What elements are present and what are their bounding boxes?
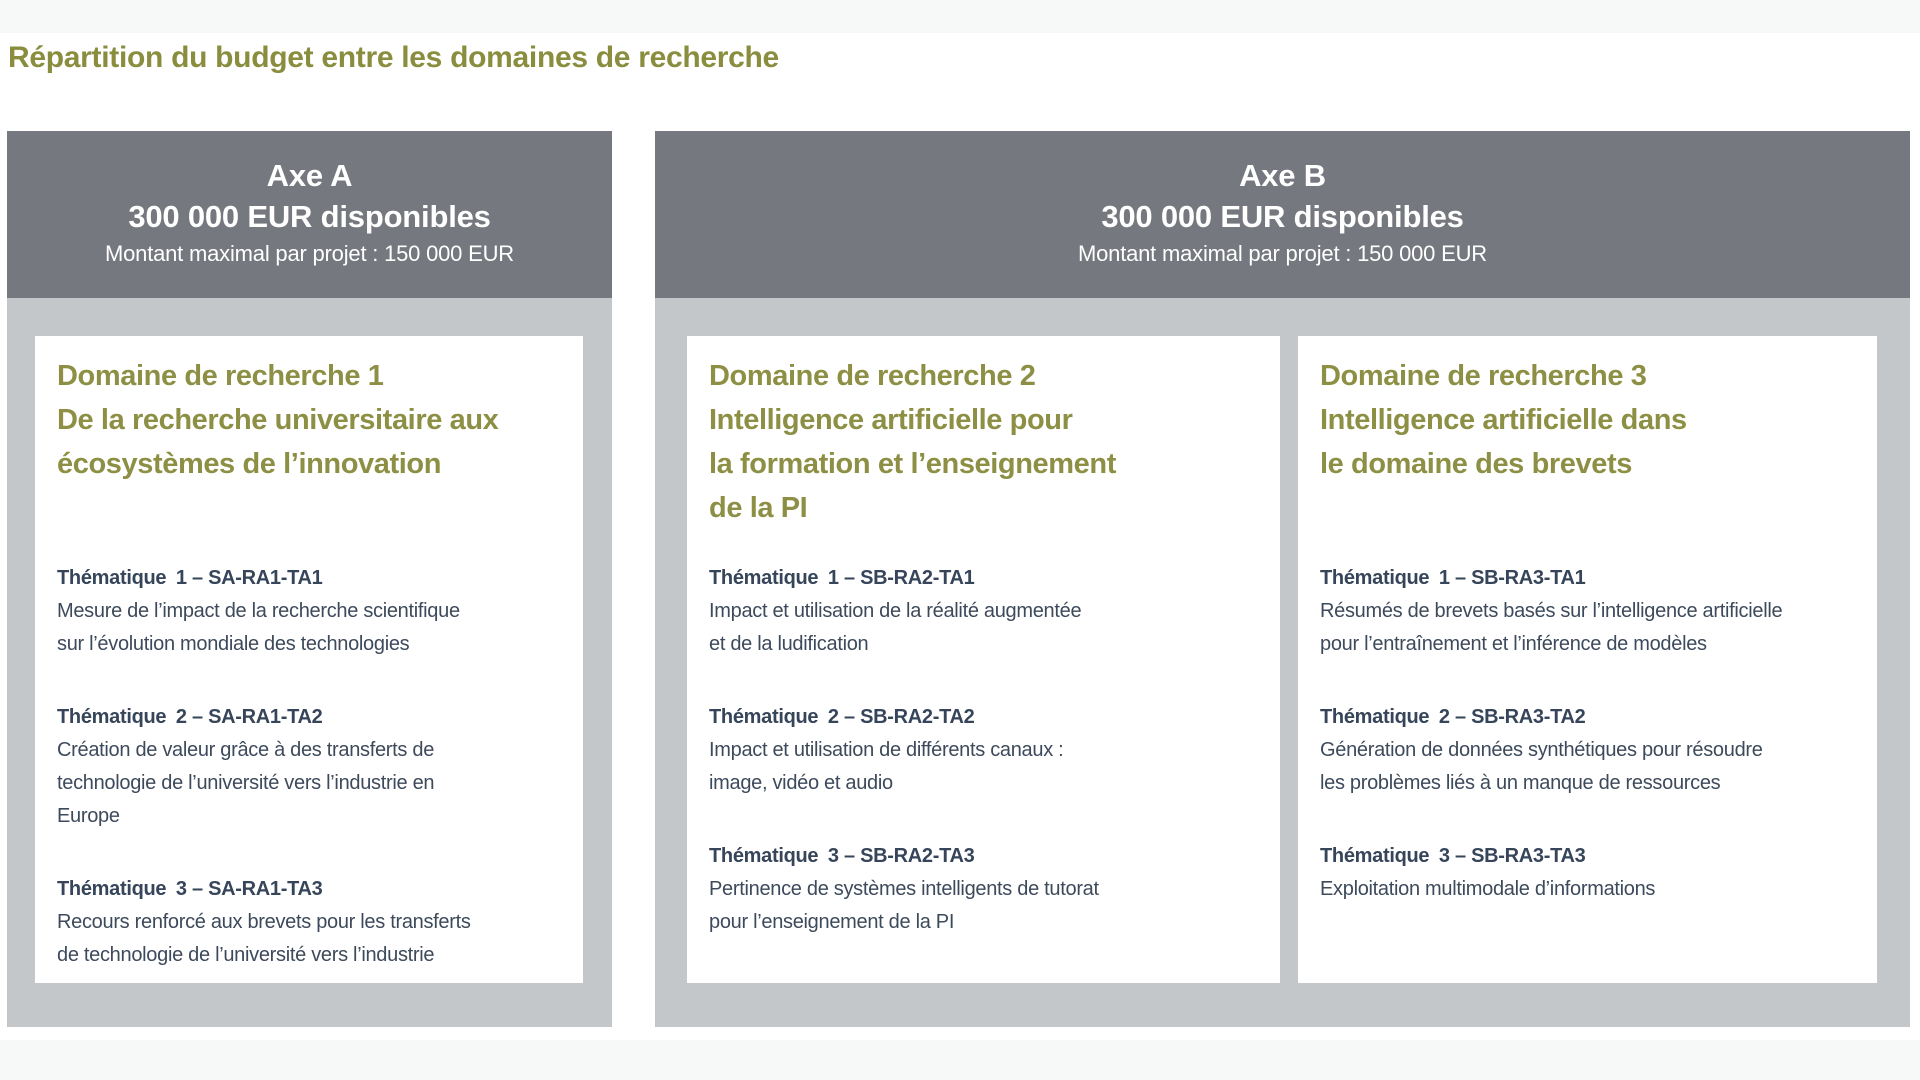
thematique-body: Génération de données synthétiques pour résoudre les problèmes liés à un manque de ressources bbox=[1320, 739, 1763, 794]
bottom-background-strip bbox=[0, 1040, 1920, 1080]
thematique-body: Mesure de l’impact de la recherche scientifique sur l’évolution mondiale des technologies bbox=[57, 600, 460, 655]
thematique-body: Résumés de brevets basés sur l’intelligence artificielle pour l’entraînement et l’inférence de modèles bbox=[1320, 600, 1783, 655]
panel-axe-a-header bbox=[7, 131, 612, 298]
thematique-heading: Thématique 1 – SA-RA1-TA1 bbox=[57, 567, 323, 589]
thematique-body: Impact et utilisation de la réalité augmentée et de la ludification bbox=[709, 600, 1082, 655]
axe-a-available-budget: 300 000 EUR disponibles bbox=[128, 199, 491, 234]
thematique-heading: Thématique 3 – SA-RA1-TA3 bbox=[57, 878, 323, 900]
axe-a-name: Axe A bbox=[266, 158, 353, 193]
axe-b-name: Axe B bbox=[1239, 158, 1326, 193]
domain-2-title: Domaine de recherche 2 Intelligence artificielle pour la formation et l’enseignement de la PI bbox=[709, 360, 1116, 524]
page-title: Répartition du budget entre les domaines de recherche bbox=[8, 41, 779, 74]
thematique-body: Exploitation multimodale d’informations bbox=[1320, 878, 1656, 900]
domain-1-title: Domaine de recherche 1 De la recherche universitaire aux écosystèmes de l’innovation bbox=[57, 360, 499, 480]
domain-2-thematique-2 bbox=[709, 701, 1256, 800]
axe-b-available-budget: 300 000 EUR disponibles bbox=[1101, 199, 1464, 234]
panel-axe-b-header bbox=[655, 131, 1910, 298]
thematique-heading: Thématique 1 – SB-RA3-TA1 bbox=[1320, 567, 1586, 589]
thematique-heading: Thématique 2 – SB-RA3-TA2 bbox=[1320, 706, 1586, 728]
domain-3-thematique-2 bbox=[1320, 701, 1853, 800]
domain-1-thematique-2 bbox=[57, 701, 559, 833]
thematique-body: Création de valeur grâce à des transferts de technologie de l’université vers l’industrie en Europe bbox=[57, 739, 435, 827]
thematique-heading: Thématique 3 – SB-RA2-TA3 bbox=[709, 845, 975, 867]
card-research-domain-2 bbox=[687, 336, 1280, 983]
thematique-heading: Thématique 2 – SA-RA1-TA2 bbox=[57, 706, 323, 728]
card-research-domain-3 bbox=[1298, 336, 1877, 983]
thematique-heading: Thématique 2 – SB-RA2-TA2 bbox=[709, 706, 975, 728]
domain-1-thematique-3 bbox=[57, 873, 559, 972]
top-background-strip bbox=[0, 0, 1920, 33]
thematique-body: Pertinence de systèmes intelligents de tutorat pour l’enseignement de la PI bbox=[709, 878, 1099, 933]
card-research-domain-1 bbox=[35, 336, 583, 983]
domain-3-thematique-1 bbox=[1320, 562, 1853, 661]
axe-a-max-per-project: Montant maximal par projet : 150 000 EUR bbox=[105, 241, 514, 266]
domain-2-thematique-1 bbox=[709, 562, 1256, 661]
domain-3-title: Domaine de recherche 3 Intelligence artificielle dans le domaine des brevets bbox=[1320, 360, 1687, 480]
domain-2-thematique-3 bbox=[709, 840, 1256, 939]
thematique-body: Impact et utilisation de différents canaux : image, vidéo et audio bbox=[709, 739, 1064, 794]
thematique-body: Recours renforcé aux brevets pour les transferts de technologie de l’université vers l’industrie bbox=[57, 911, 471, 966]
thematique-heading: Thématique 1 – SB-RA2-TA1 bbox=[709, 567, 975, 589]
domain-1-thematique-1 bbox=[57, 562, 559, 661]
axe-b-max-per-project: Montant maximal par projet : 150 000 EUR bbox=[1078, 241, 1487, 266]
panel-axe-a bbox=[7, 131, 612, 1027]
panel-axe-b bbox=[655, 131, 1910, 1027]
thematique-heading: Thématique 3 – SB-RA3-TA3 bbox=[1320, 845, 1586, 867]
domain-3-thematique-3 bbox=[1320, 840, 1853, 906]
